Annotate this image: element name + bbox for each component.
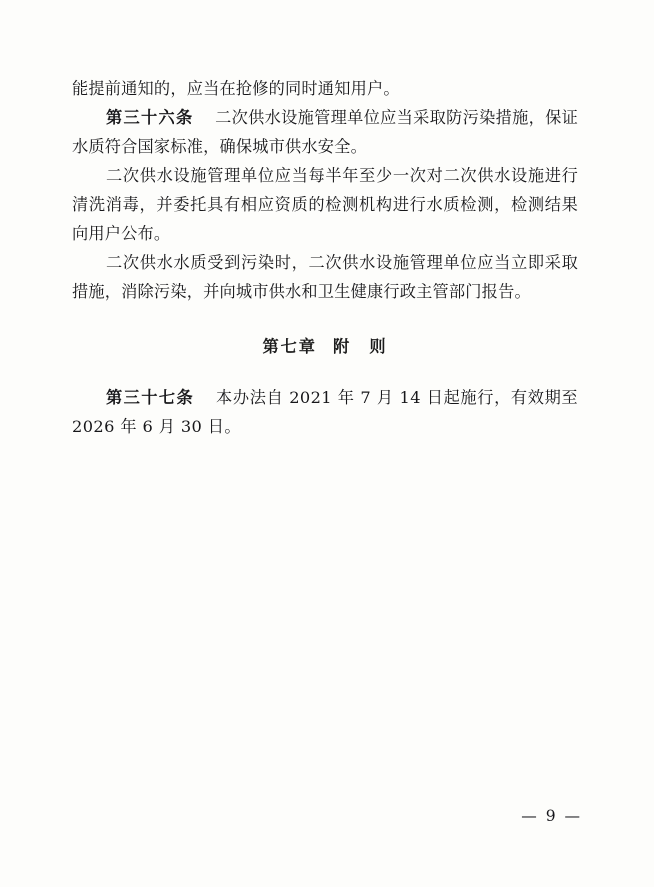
article-36: [72, 103, 578, 161]
page-number: — 9 —: [521, 807, 582, 825]
article-36-label: 第三十六条: [106, 108, 194, 127]
paragraph-contamination: 二次供水水质受到污染时，二次供水设施管理单位应当立即采取措施，消除污染，并向城市供水和卫生健康行政主管部门报告。: [72, 253, 578, 301]
chapter-title: 附 则: [333, 337, 388, 356]
chapter-heading: [72, 332, 578, 361]
page-content: [72, 74, 578, 441]
article-37: [72, 383, 578, 441]
chapter-number: 第七章: [262, 337, 317, 356]
article-37-label: 第三十七条: [106, 388, 195, 407]
paragraph-continuation: 能提前通知的，应当在抢修的同时通知用户。: [72, 79, 400, 98]
article-37-text: 本办法自 2021 年 7 月 14 日起施行，有效期至 2026 年 6 月 30 日。: [72, 388, 579, 436]
paragraph-inspection: 二次供水设施管理单位应当每半年至少一次对二次供水设施进行清洗消毒，并委托具有相应资质的检测机构进行水质检测，检测结果向用户公布。: [72, 166, 578, 243]
article-36-text: 二次供水设施管理单位应当采取防污染措施，保证水质符合国家标准，确保城市供水安全。: [72, 108, 579, 156]
